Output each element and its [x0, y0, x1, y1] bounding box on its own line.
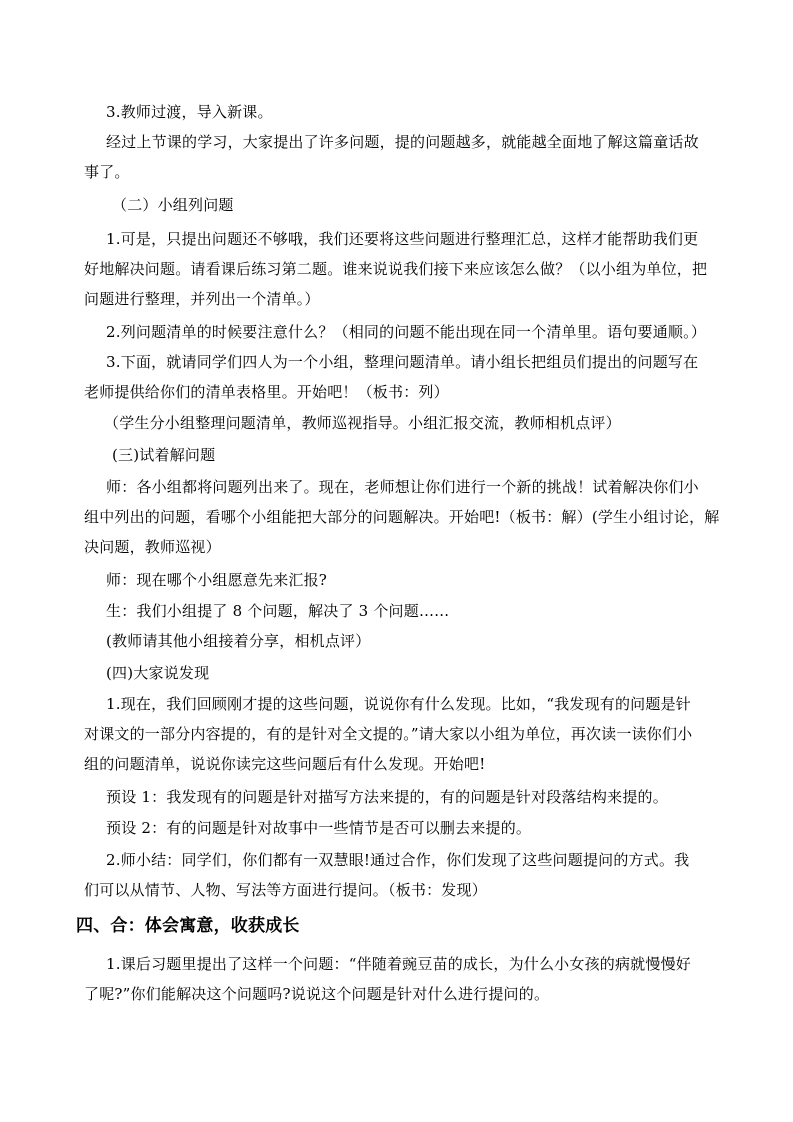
paragraph-line: 3.教师过渡，导入新课。: [106, 103, 273, 121]
paragraph-line: 1.可是，只提出问题还不够哦，我们还要将这些问题进行整理汇总，这样才能帮助我们更: [106, 230, 699, 248]
paragraph-line: 决问题，教师巡视）: [84, 538, 221, 556]
paragraph-line: 师：各小组都将问题列出来了。现在，老师想让你们进行一个新的挑战！试着解决你们小: [106, 478, 699, 496]
paragraph-line: 组的问题清单，说说你读完这些问题后有什么发现。开始吧!: [84, 755, 486, 773]
paragraph-line: 1.现在，我们回顾刚才提的这些问题，说说你有什么发现。比如，“我发现有的问题是针: [106, 695, 691, 713]
paragraph-line: 预设 2：有的问题是针对故事中一些情节是否可以删去来提的。: [106, 819, 532, 837]
chapter-heading: 四、合：体会寓意，收获成长: [76, 916, 300, 936]
paragraph-line: (教师请其他小组接着分享，相机点评）: [106, 632, 371, 650]
paragraph-line: 好地解决问题。请看课后练习第二题。谁来说说我们接下来应该怎么做？（以小组为单位，把: [84, 260, 708, 278]
paragraph-line: 老师提供给你们的清单表格里。开始吧！（板书：列）: [84, 383, 449, 401]
paragraph-line: 事了。: [84, 163, 130, 181]
paragraph-line: 2.师小结：同学们，你们都有一双慧眼!通过合作，你们发现了这些问题提问的方式。我: [106, 851, 690, 869]
paragraph-line: 预设 1：我发现有的问题是针对描写方法来提的，有的问题是针对段落结构来提的。: [106, 788, 668, 806]
paragraph-line: 们可以从情节、人物、写法等方面进行提问。（板书：发现）: [84, 881, 487, 899]
section-title: (四)大家说发现: [106, 664, 210, 682]
paragraph-line: 经过上节课的学习，大家提出了许多问题，提的问题越多，就能越全面地了解这篇童话故: [106, 133, 699, 151]
paragraph-line: 生：我们小组提了 8 个问题，解决了 3 个问题……: [106, 602, 450, 620]
paragraph-line: 1.课后习题里提出了这样一个问题：“伴随着豌豆苗的成长，为什么小女孩的病就慢慢好: [106, 955, 691, 973]
paragraph-line: 师：现在哪个小组愿意先来汇报?: [106, 571, 328, 589]
paragraph-line: 组中列出的问题，看哪个小组能把大部分的问题解决。开始吧!（板书：解）(学生小组讨论，解: [84, 508, 720, 526]
paragraph-line: 2.列问题清单的时候要注意什么？（相同的问题不能出现在同一个清单里。语句要通顺。）: [106, 323, 707, 341]
paragraph-line: 对课文的一部分内容提的，有的是针对全文提的。”请大家以小组为单位，再次读一读你们小: [84, 725, 693, 743]
section-title: （二）小组列问题: [112, 196, 234, 214]
section-title: (三)试着解问题: [112, 446, 216, 464]
paragraph-line: （学生分小组整理问题清单，教师巡视指导。小组汇报交流，教师相机点评）: [104, 414, 621, 432]
paragraph-line: 3.下面，就请同学们四人为一个小组，整理问题清单。请小组长把组员们提出的问题写在: [106, 353, 699, 371]
paragraph-line: 问题进行整理，并列出一个清单。）: [84, 290, 320, 308]
paragraph-line: 了呢?”你们能解决这个问题吗?说说这个问题是针对什么进行提问的。: [84, 985, 550, 1003]
